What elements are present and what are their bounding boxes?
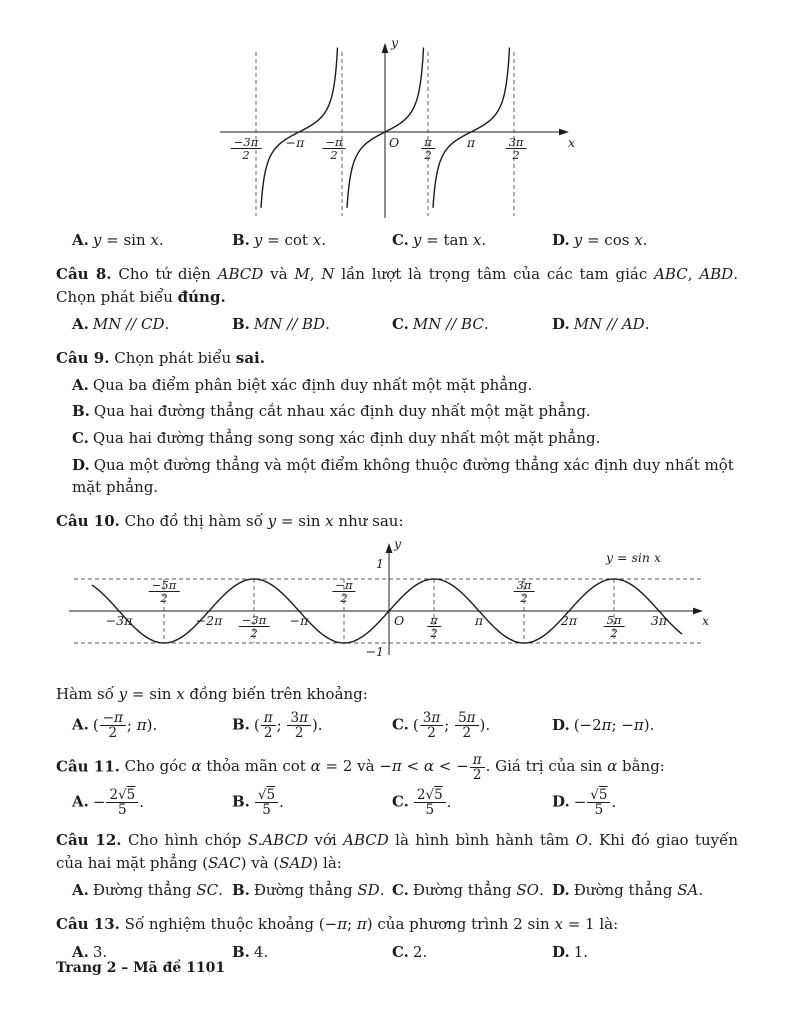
question-13-text xyxy=(56,913,738,936)
axis-tick-label: π xyxy=(466,135,476,150)
origin-label: O xyxy=(389,135,400,150)
q10-sine-graph xyxy=(54,535,710,673)
axis-tick-label: −π xyxy=(285,135,305,150)
option-d xyxy=(552,314,738,335)
option-c xyxy=(392,314,552,335)
y-axis-label: y xyxy=(394,535,402,551)
option-d xyxy=(552,942,738,963)
question-11 xyxy=(56,753,738,818)
q7-options xyxy=(56,230,738,251)
option-b xyxy=(232,788,392,817)
option-letter: B. xyxy=(232,881,250,900)
question-10-prompt xyxy=(56,683,738,706)
option-text: $\frac{√5}{5}$ . xyxy=(254,793,284,811)
option-text: 3. xyxy=(92,942,108,961)
axes xyxy=(220,49,563,218)
y-axis-arrow xyxy=(382,43,389,53)
tan-curve-branch xyxy=(433,48,510,208)
y-axis-label: y xyxy=(391,35,399,50)
question-11-text xyxy=(56,753,738,782)
option-b xyxy=(232,942,392,963)
option-letter: A. xyxy=(72,231,89,249)
x-axis-label: x xyxy=(568,135,576,150)
option-letter: C. xyxy=(72,429,89,447)
option-letter: A. xyxy=(72,792,89,811)
option-a xyxy=(56,375,738,397)
option-letter: D. xyxy=(552,231,570,249)
axis-tick-label: $\frac{3\pi}{2}$ xyxy=(505,136,528,161)
option-letter: B. xyxy=(232,315,250,333)
option-text: y = tan x. xyxy=(412,231,487,249)
option-a xyxy=(72,230,232,251)
question-number: Câu 8. xyxy=(56,265,112,283)
axis-tick-label: $\frac{-\pi}{2}$ xyxy=(331,579,356,604)
option-c xyxy=(392,880,552,901)
option-text: Đường thẳng SC. xyxy=(92,881,223,900)
option-text: y = cot x. xyxy=(253,231,326,249)
question-8 xyxy=(56,263,738,335)
option-letter: C. xyxy=(392,792,409,811)
axis-tick-label: 3π xyxy=(650,612,668,628)
option-text: − $\frac{2√5}{5}$ . xyxy=(92,786,145,819)
question-body: Cho đồ thị hàm số y = sin x như sau: xyxy=(124,512,404,531)
option-a xyxy=(72,711,232,740)
option-c xyxy=(392,788,552,817)
option-letter: A. xyxy=(72,715,89,734)
question-body: Cho tứ diện ABCD và M, N lần lượt là trọng tâm của các tam giác ABC, ABD. Chọn phát biểu xyxy=(56,265,738,306)
option-text: Đường thẳng SO. xyxy=(412,881,544,900)
option-letter: B. xyxy=(232,715,250,734)
option-letter: C. xyxy=(392,315,409,333)
axis-tick-label: $\frac{5\pi}{2}$ xyxy=(603,614,626,639)
option-letter: A. xyxy=(72,881,89,900)
option-d xyxy=(552,230,738,251)
q8-options xyxy=(56,314,738,335)
option-text: Đường thẳng SA. xyxy=(573,881,704,900)
option-a xyxy=(72,314,232,335)
option-text: y = cos x. xyxy=(573,231,648,249)
option-text: y = sin x. xyxy=(92,231,164,249)
option-text: Đường thẳng SD. xyxy=(253,881,385,900)
option-letter: B. xyxy=(72,402,90,421)
option-d xyxy=(552,880,738,901)
question-body-bold: sai. xyxy=(235,349,265,367)
option-d xyxy=(552,788,738,817)
option-text: 4. xyxy=(253,942,269,961)
question-number: Câu 12. xyxy=(56,831,122,850)
option-letter: D. xyxy=(552,315,570,333)
q9-options xyxy=(56,375,738,499)
axis-tick-label: −2π xyxy=(195,612,223,628)
axis-tick-label: −3π xyxy=(105,612,133,628)
axis-tick-label: $\frac{3\pi}{2}$ xyxy=(513,579,536,604)
option-a xyxy=(72,788,232,817)
origin-label: O xyxy=(394,612,405,628)
question-10 xyxy=(56,510,738,740)
question-12 xyxy=(56,829,738,901)
question-8-text xyxy=(56,263,738,308)
axis-tick-label: 2π xyxy=(560,612,578,628)
axis-tick-label: π xyxy=(474,612,484,628)
question-13 xyxy=(56,913,738,963)
option-b xyxy=(232,711,392,740)
question-number: Câu 9. xyxy=(56,349,110,367)
y-max-label: 1 xyxy=(376,555,384,571)
tan-curve-branch xyxy=(261,48,338,208)
option-text: 2. xyxy=(412,942,428,961)
option-letter: C. xyxy=(392,942,409,961)
question-body: Cho góc α thỏa mãn cot α = 2 và −π < α < − $\frac{\pi}{2}$ . Giá trị của sin α bằng: xyxy=(124,751,665,783)
axis-tick-label: $\frac{\pi}{2}$ xyxy=(420,136,436,161)
option-letter: A. xyxy=(72,315,89,333)
y-axis-arrow xyxy=(386,543,393,553)
option-letter: A. xyxy=(72,375,89,394)
option-text: MN // CD. xyxy=(92,315,170,333)
question-number: Câu 10. xyxy=(56,512,120,531)
option-letter: B. xyxy=(232,942,250,961)
option-letter: D. xyxy=(552,716,570,735)
option-text: Qua ba điểm phân biệt xác định duy nhất một mặt phẳng. xyxy=(92,375,533,394)
option-d xyxy=(552,715,738,736)
option-b xyxy=(232,880,392,901)
option-text: Qua hai đường thẳng cắt nhau xác định duy nhất một mặt phẳng. xyxy=(93,402,591,421)
question-12-text xyxy=(56,829,738,874)
option-letter: D. xyxy=(552,881,570,900)
x-axis-label: x xyxy=(702,612,710,628)
option-c xyxy=(56,428,738,450)
page-footer: Trang 2 – Mã đề 1101 xyxy=(56,960,226,976)
option-c xyxy=(392,942,552,963)
option-b xyxy=(56,401,738,423)
option-text: Qua một đường thẳng và một điểm không thuộc đường thẳng xác định duy nhất một mặt phẳng. xyxy=(72,455,734,496)
option-text: $\frac{2√5}{5}$ . xyxy=(413,793,452,811)
option-letter: C. xyxy=(392,231,409,249)
question-body-bold: đúng. xyxy=(177,287,226,306)
option-letter: C. xyxy=(392,881,409,900)
q10-options xyxy=(56,711,738,740)
question-body: Cho hình chóp S.ABCD với ABCD là hình bình hành tâm O. Khi đó giao tuyến của hai mặt phẳng (SAC) và (SAD) là: xyxy=(56,831,738,872)
question-10-text xyxy=(56,510,738,533)
question-body: Số nghiệm thuộc khoảng (−π; π) của phương trình 2 sin x = 1 là: xyxy=(124,915,619,934)
option-text: − $\frac{√5}{5}$ . xyxy=(573,786,617,819)
y-min-label: −1 xyxy=(365,643,384,659)
option-d xyxy=(56,455,738,499)
option-b xyxy=(232,314,392,335)
question-body: Hàm số y = sin x đồng biến trên khoảng: xyxy=(56,684,368,703)
option-letter: C. xyxy=(392,715,409,734)
q11-options xyxy=(56,788,738,817)
option-letter: B. xyxy=(232,231,250,249)
question-body: Chọn phát biểu xyxy=(114,349,236,367)
question-number: Câu 11. xyxy=(56,757,120,776)
axis-tick-label: $\frac{-3\pi}{2}$ xyxy=(238,614,271,639)
option-text: MN // AD. xyxy=(573,315,650,333)
option-c xyxy=(392,711,552,740)
axis-tick-label: $\frac{-\pi}{2}$ xyxy=(321,136,346,161)
axis-tick-label: $\frac{\pi}{2}$ xyxy=(426,614,442,639)
q7-tan-graph xyxy=(210,35,580,220)
option-text: 1. xyxy=(573,942,589,961)
option-text: (−2π; −π). xyxy=(573,716,655,735)
axis-tick-label: $\frac{-3\pi}{2}$ xyxy=(230,136,263,161)
option-text: ( $\frac{\pi}{2}$ ; $\frac{3\pi}{2}$ ). xyxy=(253,710,323,742)
q12-options xyxy=(56,880,738,901)
question-9 xyxy=(56,347,738,498)
curve-label: y = sin x xyxy=(606,549,661,565)
axis-tick-label: $\frac{-5\pi}{2}$ xyxy=(148,579,181,604)
question-number: Câu 13. xyxy=(56,915,120,934)
question-9-text xyxy=(56,347,738,370)
option-b xyxy=(232,230,392,251)
option-letter: D. xyxy=(552,792,570,811)
option-letter: D. xyxy=(552,942,570,961)
option-text: ( $\frac{3\pi}{2}$ ; $\frac{5\pi}{2}$ ). xyxy=(412,710,491,742)
option-c xyxy=(392,230,552,251)
option-letter: D. xyxy=(72,455,90,474)
tan-graph-svg xyxy=(210,40,580,220)
axis-tick-label: −π xyxy=(289,612,309,628)
option-text: ( $\frac{-\pi}{2}$ ; π). xyxy=(92,710,158,742)
option-text: MN // BD. xyxy=(253,315,330,333)
option-a xyxy=(72,880,232,901)
option-text: Qua hai đường thẳng song song xác định duy nhất một mặt phẳng. xyxy=(92,429,601,447)
option-letter: A. xyxy=(72,942,89,961)
option-letter: B. xyxy=(232,792,250,811)
option-text: MN // BC. xyxy=(412,315,489,333)
